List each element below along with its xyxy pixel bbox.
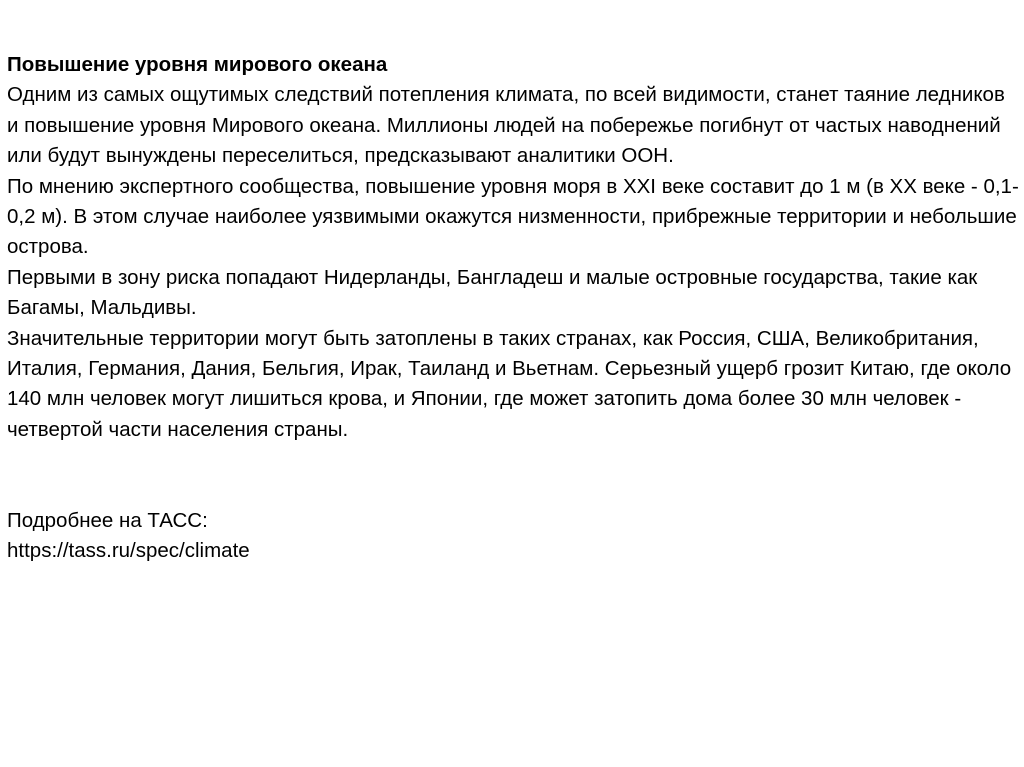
spacer (7, 445, 1019, 506)
source-label: Подробнее на ТАСС: (7, 509, 208, 533)
source-link[interactable]: https://tass.ru/spec/climate (7, 539, 250, 563)
paragraph-risk-zone: Первыми в зону риска попадают Нидерланды, Бангладеш и малые островные государства, такие как Багамы, Мальдивы. (7, 265, 978, 320)
slide-title: Повышение уровня мирового океана (7, 53, 388, 76)
paragraph-glacier-melting: Одним из самых ощутимых следствий потепления климата, по всей видимости, станет таяние ледников и повышение уровня Мирового океана. Миллионы людей на побережье погибнут от частых наводнений или будут вынуждены переселиться, предсказывают аналитики ООН. (7, 83, 1005, 168)
paragraph-sea-level-forecast: По мнению экспертного сообщества, повышение уровня моря в XXI веке составит до 1 м (в XX веке - 0,1-0,2 м). В этом случае наиболее уязвимыми окажутся низменности, прибрежные территории и небольшие острова. (7, 174, 1019, 259)
source-url-line (7, 536, 1019, 566)
slide-text-block (7, 50, 1019, 567)
paragraph-affected-countries: Значительные территории могут быть затоплены в таких странах, как Россия, США, Великобритания, Италия, Германия, Дания, Бельгия, Ирак, Таиланд и Вьетнам. Серьезный ущерб грозит Китаю, где около 140 млн человек могут лишиться крова, и Японии, где может затопить дома более 30 млн человек - четвертой части населения страны. (7, 326, 1012, 441)
